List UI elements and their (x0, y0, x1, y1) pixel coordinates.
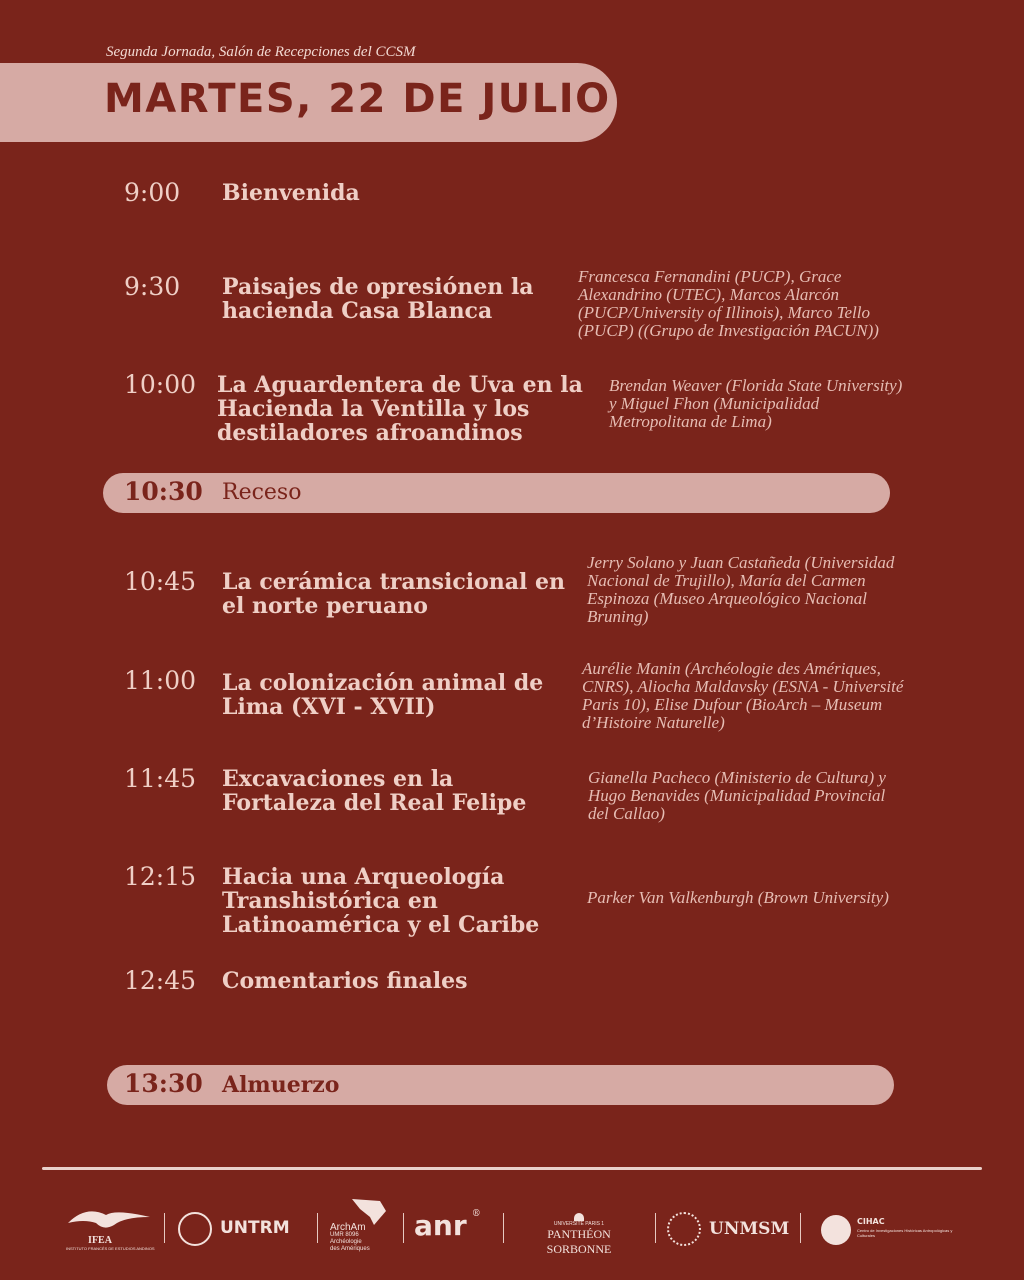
archam-logo (330, 1197, 400, 1255)
subtitle: Segunda Jornada, Salón de Recepciones del CCSM (106, 44, 416, 60)
cihac-logo (821, 1215, 956, 1249)
logo-separator (164, 1213, 165, 1243)
schedule-time: 12:15 (124, 862, 197, 891)
schedule-time: 13:30 (124, 1069, 203, 1098)
archam-sub-1: Archéologie (330, 1239, 362, 1245)
schedule-title: Almuerzo (222, 1072, 340, 1098)
ifea-sub-label: INSTITUTO FRANCÉS DE ESTUDIOS ANDINOS (66, 1246, 155, 1251)
paris1-logo (514, 1213, 644, 1257)
schedule-time: 9:00 (124, 178, 181, 207)
logo-separator (403, 1213, 404, 1243)
untrm-logo (178, 1212, 308, 1246)
schedule-time: 10:30 (124, 477, 203, 506)
anr-logo (414, 1209, 481, 1242)
logo-separator (503, 1213, 504, 1243)
schedule-time: 10:00 (124, 370, 197, 399)
schedule-speakers: Gianella Pacheco (Ministerio de Cultura) y Hugo Benavides (Municipalidad Provincial del Callao) (588, 768, 886, 823)
schedule-title: Paisajes de opresiónen la hacienda Casa Blanca (222, 274, 534, 324)
schedule-time: 11:45 (124, 764, 197, 793)
unmsm-seal-icon (667, 1212, 701, 1246)
schedule-title: Comentarios finales (222, 968, 468, 994)
anr-label: anr (414, 1209, 467, 1242)
logo-separator (317, 1213, 318, 1243)
cihac-seal-icon (821, 1215, 851, 1245)
schedule-title: Excavaciones en la Fortaleza del Real Felipe (222, 766, 527, 816)
schedule-time: 10:45 (124, 567, 197, 596)
paris1-label: UNIVERSITÉ PARIS 1 (553, 1221, 605, 1227)
schedule-title: Bienvenida (222, 180, 360, 206)
schedule-time: 9:30 (124, 272, 181, 301)
schedule-title: Hacia una Arqueología Transhistórica en Latinoamérica y el Caribe (222, 864, 540, 938)
unmsm-label: UNMSM (709, 1219, 790, 1239)
pantheon-icon (574, 1213, 584, 1221)
condor-icon (66, 1203, 152, 1233)
archam-label: ArchAm (330, 1222, 366, 1233)
lunch-pill (107, 1065, 894, 1105)
unmsm-logo (667, 1212, 792, 1248)
schedule-speakers: Aurélie Manin (Archéologie des Amériques, CNRS), Aliocha Maldavsky (ESNA - Université Paris 10), Elise Dufour (BioArch – Museum d’Histoire Naturelle) (582, 659, 904, 732)
schedule-speakers: Brendan Weaver (Florida State University) y Miguel Fhon (Municipalidad Metropolitana de Lima) (609, 376, 903, 431)
schedule-title: La Aguardentera de Uva en la Hacienda la Ventilla y los destiladores afroandinos (217, 372, 583, 446)
registered-icon: ® (471, 1209, 481, 1219)
untrm-label: UNTRM (220, 1218, 290, 1238)
break-pill (103, 473, 890, 513)
schedule-speakers: Francesca Fernandini (PUCP), Grace Alexandrino (UTEC), Marcos Alarcón (PUCP/University of Illinois), Marco Tello (PUCP) ((Grupo de Investigación PACUN)) (578, 267, 879, 340)
ifea-label: IFEA (88, 1235, 112, 1246)
schedule-title: La cerámica transicional en el norte peruano (222, 569, 565, 619)
cihac-sub-label: Centro de Investigaciones Históricas Antropológicas y Culturales (857, 1228, 953, 1238)
ifea-logo (66, 1203, 156, 1258)
cihac-label: CIHAC (857, 1217, 885, 1226)
schedule-title: Receso (222, 480, 302, 505)
paris1-sub-label: PANTHÉON SORBONNE (546, 1227, 612, 1256)
archam-sub-2: des Amériques (330, 1246, 370, 1252)
archam-umr: UMR 8096 (330, 1232, 359, 1238)
schedule-time: 12:45 (124, 966, 197, 995)
schedule-speakers: Jerry Solano y Juan Castañeda (Universidad Nacional de Trujillo), María del Carmen Espinoza (Museo Arqueológico Nacional Bruning) (587, 553, 895, 626)
footer-divider (42, 1167, 982, 1170)
logo-separator (655, 1213, 656, 1243)
untrm-seal-icon (178, 1212, 212, 1246)
page-title: MARTES, 22 DE JULIO (104, 76, 611, 122)
logo-bar (0, 1195, 1024, 1255)
schedule-title: La colonización animal de Lima (XVI - XVII) (222, 670, 544, 720)
schedule-time: 11:00 (124, 666, 197, 695)
schedule-speakers: Parker Van Valkenburgh (Brown University) (587, 888, 889, 907)
logo-separator (800, 1213, 801, 1243)
